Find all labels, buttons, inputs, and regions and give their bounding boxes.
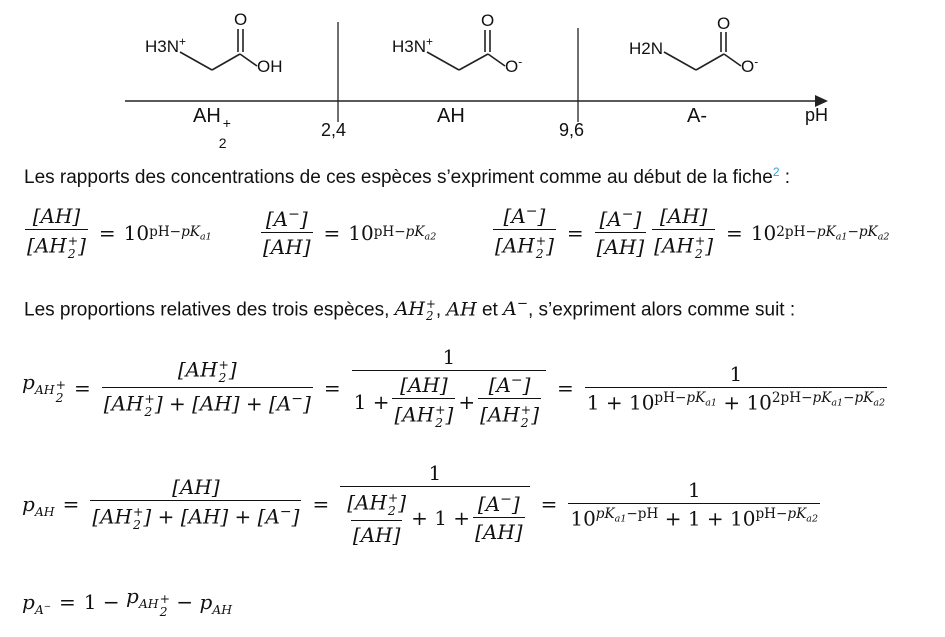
pka1-tick: 2,4 <box>321 120 347 140</box>
molecule-2-skeleton <box>427 30 505 70</box>
molecule-1-skeleton <box>180 29 257 70</box>
ratio-equation-3: [A−] [AH + 2 ] = $\frac{[A^-]}{[AH]}$ [AH] [AH + 2 ] = 10 $2pH-pK_{a1}-pK_{a2}$ <box>495 203 890 261</box>
molecule-3-carbonyl-o: O <box>717 14 731 33</box>
species-label-ah2plus: AH + 2 <box>193 105 231 151</box>
paragraph-1: Les rapports des concentrations de ces espèces s’expriment comme au début de la fiche$^2$ : <box>24 165 791 189</box>
ratio-equation-1: [AH] [AH + 2 ] = 10 $pH-pK_{a1}$ <box>27 203 212 261</box>
ph-axis-label: pH <box>805 105 829 125</box>
species-label-a-minus: A- <box>687 105 707 127</box>
molecule-3-carboxylate-o: O- <box>741 54 759 76</box>
molecule-2-carboxylate-o: O- <box>505 54 523 76</box>
paragraph-2: Les proportions relatives des trois espèces, AH + 2 , AH et A−, s’expriment alors comme suit : <box>24 297 796 324</box>
molecule-1-carbonyl-o: O <box>234 10 248 29</box>
species-label-ah: AH <box>437 105 465 127</box>
molecule-1-hydroxyl: OH <box>257 57 283 76</box>
molecule-2-amine: H3N+ <box>392 34 433 56</box>
molecule-3-amine: H2N <box>629 39 664 58</box>
molecule-3-skeleton <box>664 32 741 70</box>
proportion-equation-a-minus: $p_{A^-}$ = 1 − $p_{AH + 2}$ − $p_{AH}$ <box>22 584 233 619</box>
footnote-ref-2[interactable]: 2 <box>772 165 780 179</box>
molecule-1-amine: H3N+ <box>145 34 186 56</box>
pka2-tick: 9,6 <box>559 120 585 140</box>
ratio-equation-2: $\frac{[A^-]}{[AH]}$ = 10 $pH-pK_{a2}$ <box>263 206 437 259</box>
diagram-graphics <box>0 0 945 150</box>
proportion-equation-ah: $p_{AH}$ = [AH] [AH + 2 ] + [AH] + [A−] = 1 [AH + 2 ] [AH] + 1 + $\frac{[A^-]}{[AH]}$ = $\frac{1}{10^{pK_{a1}-pH} + 1 + 10^{pH-pK_{a2}}}$ <box>22 460 819 548</box>
molecule-2-carbonyl-o: O <box>481 11 495 30</box>
proportion-equation-ah2: $p_{AH + 2}$ = [AH + 2 ] [AH + 2 ] + [AH] + [A−] = 1 1 + [AH] [AH + 2 ] + [A−] [AH + 2 ] = $\frac{1}{1 + 10^{pH-pK_{a1}} + 10^{2pH-pK_{a1}-pK_{a2}}}$ <box>22 344 886 430</box>
